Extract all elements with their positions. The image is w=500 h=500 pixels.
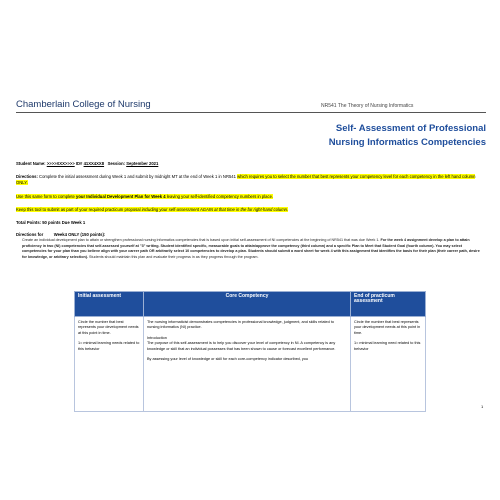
initial-instructions: Circle the number that best represents your development needs at this point in time. xyxy=(78,320,139,335)
directions-for-text: Week4 ONLY (150 points): xyxy=(53,232,106,237)
student-info-line xyxy=(16,161,158,167)
directions-label: Directions: xyxy=(16,174,38,179)
end-assessment-cell xyxy=(351,317,426,412)
session-label: Session: xyxy=(107,161,126,166)
directions-highlight: which requires you to select the number that best represents your competency level for each competency in the left hand column ONLY. xyxy=(16,174,476,185)
page-number: 1 xyxy=(481,404,484,409)
initial-scale: 1= minimal learning needs related to this behavior xyxy=(78,341,140,351)
student-id-label: ID# xyxy=(75,161,83,166)
college-name: Chamberlain College of Nursing xyxy=(16,99,151,110)
instructions-p1: Create an individual development plan to attain or strengthen professional nursing informatics competencies that is based upon initial self-assessment of NI competencies at the beginning of NR541 that was due Week 1. xyxy=(22,238,381,242)
instructions-p4: Students should maintain this plan and evaluate their progress in as they progress through the program. xyxy=(87,254,259,259)
competency-statement: The nursing informaticist demonstrates competencies in professional knowledge, judgment, and skills related to nursing informatics (NI) practice. xyxy=(147,320,334,330)
use-form-text xyxy=(16,194,273,199)
use-form-bold: your Individual Development Plan for Week 4 xyxy=(76,194,166,199)
end-scale: 1= minimal learning need related to this behavior xyxy=(354,341,421,351)
title-line-1: Self- Assessment of Professional xyxy=(335,123,486,134)
keep-this-text xyxy=(16,207,288,212)
document-title xyxy=(266,122,486,150)
table-row xyxy=(75,317,426,412)
directions-paragraph xyxy=(16,174,486,186)
use-form-line xyxy=(16,194,273,200)
student-id-value: 41XX4XX8 xyxy=(83,161,105,166)
core-competency-cell xyxy=(144,317,351,412)
session-value: September 2021 xyxy=(126,161,159,166)
header-initial-assessment: Initial assessment xyxy=(75,292,144,317)
initial-assessment-cell xyxy=(75,317,144,412)
use-form-rest: leaving your self-identified competency numbers in place. xyxy=(165,194,274,199)
student-name-value: >>>>XXX>>>> xyxy=(46,161,75,166)
keep-this-plain: Keep this tool to submit as part of your required practicum proposal xyxy=(16,207,142,212)
introduction-text: The purpose of this self-assessment is to help you discover your level of competency in NI. A competency is any knowledge or skill that an individual possesses that has been shown to cause or forecast excellent performance. xyxy=(147,341,336,351)
assessment-text: By assessing your level of knowledge or skill for each core-competency indicator described, you xyxy=(147,357,309,362)
student-name-label: Student Name: xyxy=(16,161,46,166)
course-name: NR541 The Theory of Nursing Informatics xyxy=(321,103,414,109)
header-core-competency: Core Competency xyxy=(144,292,351,317)
directions-text: Complete the initial assessment during Week 1 and submit by midnight MT at the end of Week 1 in NR541 xyxy=(37,174,238,179)
use-form-plain: Use this same form to complete xyxy=(16,194,77,199)
instructions-p2: For the week 4 assignment develop a plan to attain proficiency in two (NI) competencies that self-assessed yourself at "3" writing. Student identified specific, measurable goals to attain/approve the competency (third column) and a specific Plan to Meet that Student Goal (fourth column). You may select competencies for your plan than you believe align with your career path OR arbitrarily select 10 competencies to develop a plan. Students should submit a xyxy=(22,238,470,254)
total-points: Total Points: 50 points Due Week 1 xyxy=(16,220,86,225)
end-instructions: Circle the number that best represents your development needs at this point in time. xyxy=(354,320,421,335)
title-line-2: Nursing Informatics Competencies xyxy=(328,137,486,148)
keep-this-italic: including your self-assessment AGAIN at that time in the far right-hand column. xyxy=(141,207,289,212)
header-divider xyxy=(16,112,486,113)
instructions-paragraph xyxy=(22,238,484,260)
keep-this-line xyxy=(16,207,288,213)
header-end-assessment: End of practicum assessment xyxy=(351,292,426,317)
directions-for-label: Directions for xyxy=(16,232,44,237)
introduction-heading: Introduction xyxy=(147,335,167,340)
instructions-p3: word sheet for week 4 with this assignment that identifies the basis for their plan (their career path, desire for knowledge, or arbitrary selection). xyxy=(22,249,480,259)
table-header-row xyxy=(75,292,426,317)
competency-table xyxy=(74,291,426,412)
